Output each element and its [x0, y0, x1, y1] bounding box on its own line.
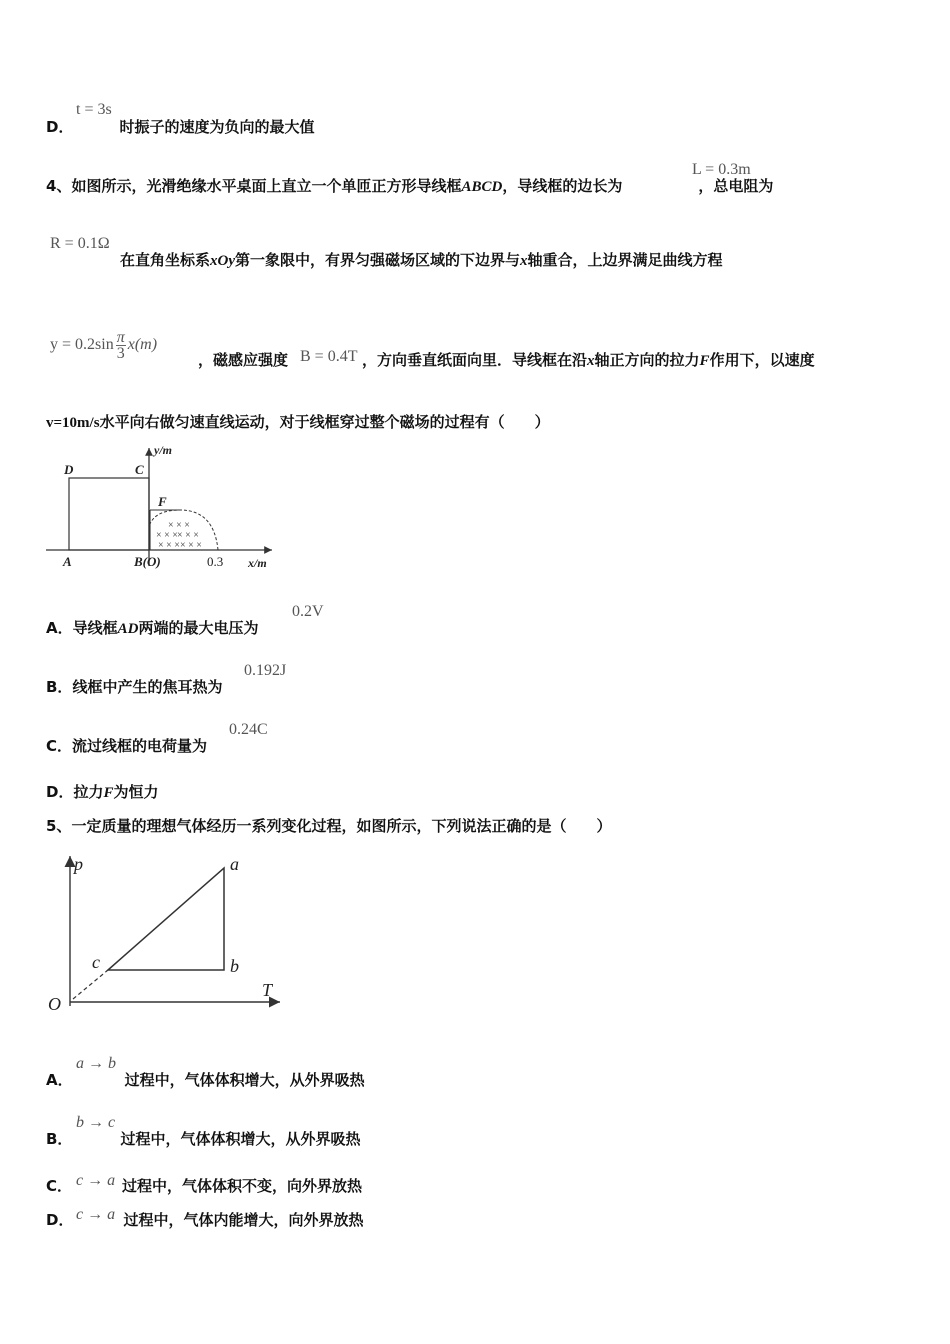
- option-text: 时振子的速度为负向的最大值: [119, 118, 315, 136]
- math-B: B = 0.4T: [300, 348, 358, 365]
- q4-option-b[interactable]: B．线框中产生的焦耳热为: [46, 678, 223, 696]
- svg-text:× × ×: × × ×: [156, 530, 178, 541]
- q5-stem: 5、一定质量的理想气体经历一系列变化过程，如图所示，下列说法正确的是（ ）: [46, 817, 612, 835]
- q4-option-c[interactable]: C．流过线框的电荷量为: [46, 737, 208, 755]
- q4-stem-line2: 在直角坐标系xOy第一象限中，有界匀强磁场区域的下边界与x轴重合，上边界满足曲线方程: [120, 251, 723, 269]
- q3-option-d[interactable]: [46, 116, 314, 137]
- q4-option-a[interactable]: A．导线框AD两端的最大电压为: [46, 619, 259, 637]
- y-axis-label: y/m: [154, 443, 172, 457]
- label-c: c: [92, 952, 100, 972]
- math-curve-equation: y = 0.2sin $\frac{\pi}{3}$ x(m): [50, 329, 158, 362]
- math-optB: 0.192J: [244, 662, 287, 679]
- tick-0.3: 0.3: [207, 554, 224, 569]
- label-a: a: [230, 854, 239, 874]
- math-q5-optD: c → a: [76, 1206, 116, 1223]
- label-b: b: [230, 956, 239, 976]
- q4-option-d[interactable]: D．拉力F为恒力: [46, 783, 159, 801]
- label-O: O: [48, 994, 61, 1014]
- q4-stem-line1: 4、如图所示，光滑绝缘水平桌面上直立一个单匝正方形导线框ABCD，导线框的边长为 ，总电阻为: [46, 177, 774, 195]
- math-R: R = 0.1Ω: [50, 235, 110, 252]
- label-D: D: [64, 462, 74, 477]
- option-label: D．: [46, 118, 74, 136]
- q4-figure: [40, 436, 290, 576]
- math-q5-optC: c → a: [76, 1172, 116, 1189]
- extension-line: [73, 970, 108, 999]
- field-marks: [156, 520, 202, 551]
- math-L: L = 0.3m: [692, 161, 751, 178]
- svg-text:× × ×: × × ×: [177, 530, 199, 541]
- q5-figure: [40, 848, 290, 1020]
- math-optC: 0.24C: [229, 721, 268, 738]
- cycle-path: [108, 868, 224, 970]
- math-t: t = 3s: [76, 101, 112, 118]
- math-optA: 0.2V: [292, 603, 324, 620]
- q4-stem-line4: v=10m/s水平向右做匀速直线运动，对于线框穿过整个磁场的过程有（ ）: [46, 413, 550, 431]
- svg-text:× × ×: × × ×: [168, 520, 190, 531]
- q5-option-a[interactable]: A． 过程中，气体体积增大，从外界吸热: [46, 1071, 365, 1089]
- label-C: C: [135, 462, 144, 477]
- math-q5-optA: a → b: [76, 1055, 116, 1072]
- q5-option-b[interactable]: B． 过程中，气体体积增大，从外界吸热: [46, 1130, 361, 1148]
- q5-option-d[interactable]: D． 过程中，气体内能增大，向外界放热: [46, 1211, 364, 1229]
- svg-text:× × ×: × × ×: [158, 540, 180, 551]
- math-q5-optB: b → c: [76, 1114, 116, 1131]
- label-B: B(O): [134, 554, 161, 569]
- x-axis-label: x/m: [248, 556, 267, 570]
- label-F: F: [158, 494, 167, 509]
- svg-text:× × ×: × × ×: [180, 540, 202, 551]
- q5-option-c[interactable]: C． 过程中，气体体积不变，向外界放热: [46, 1177, 363, 1195]
- label-A: A: [63, 554, 72, 569]
- label-T: T: [262, 980, 273, 1000]
- label-p: p: [74, 854, 83, 874]
- q4-stem-line3: ，磁感应强度 ，方向垂直纸面向里．导线框在沿x轴正方向的拉力F作用下，以速度: [198, 351, 815, 369]
- wire-frame: [69, 478, 149, 550]
